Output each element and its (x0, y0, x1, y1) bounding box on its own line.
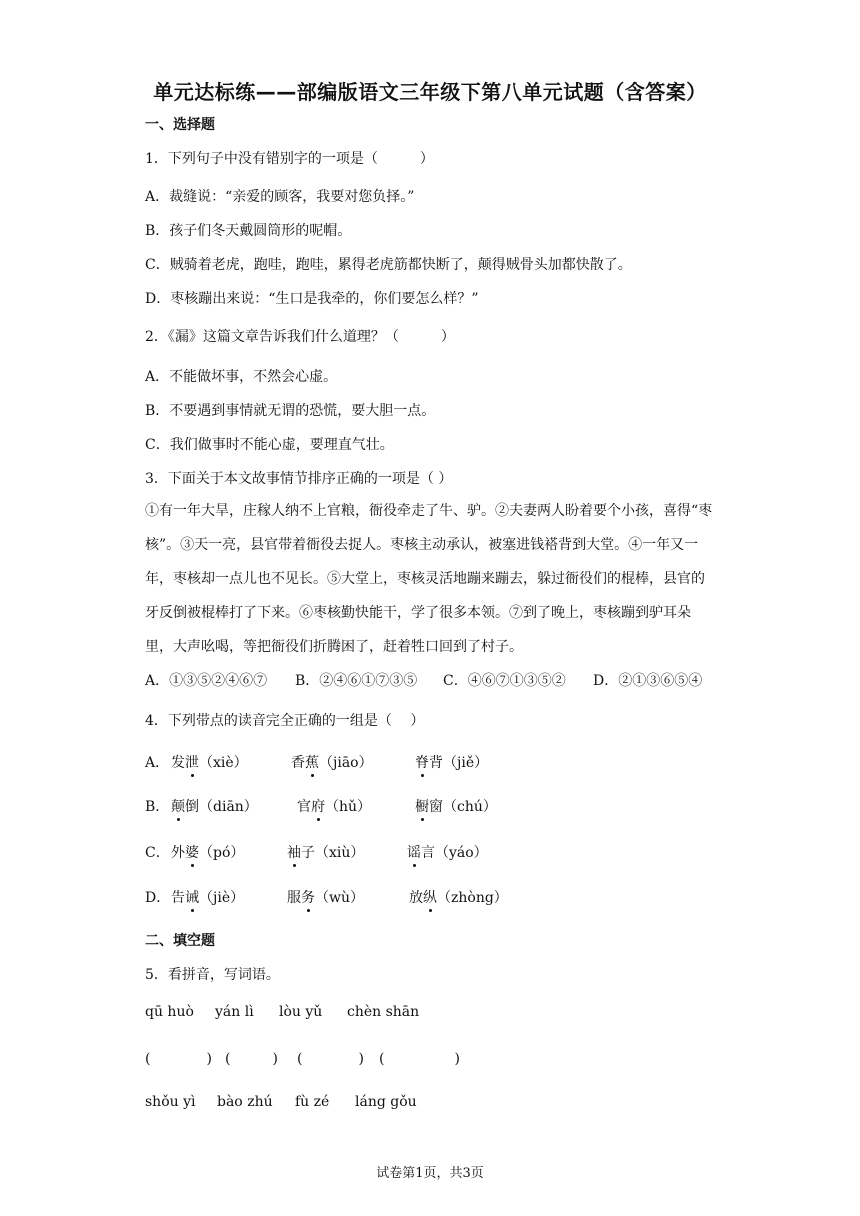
q4-pinyin: （chú） (443, 799, 497, 815)
section-heading-choice: 一、选择题 (145, 117, 215, 133)
q4-dotted-char: 诫 (185, 887, 199, 907)
q4-item-char: 告 (171, 890, 185, 906)
q4-item (171, 842, 244, 862)
q5-pinyin: qū huò (145, 1004, 194, 1020)
q5-pinyin: chèn shān (347, 1004, 420, 1020)
q4-pinyin: （xiù） (315, 845, 365, 861)
q2-option-b: B．不要遇到事情就无谓的恐慌，要大胆一点。 (145, 403, 436, 419)
q4-dotted-char: 婆 (185, 842, 199, 862)
q3-option-a: A．①③⑤②④⑥⑦ (145, 673, 268, 689)
q4-pinyin: （jiě） (443, 755, 489, 771)
q4-dotted-char: 府 (311, 796, 325, 816)
q4-item (409, 887, 508, 907)
q4-item-char: 服 (287, 890, 301, 906)
q4-item (287, 842, 364, 862)
q4-pinyin: （jiāo） (319, 755, 373, 771)
q4-pinyin: （jiè） (199, 890, 245, 906)
q2-option-a: A．不能做坏事，不然会心虚。 (145, 369, 338, 385)
q4-stem: 4．下列带点的读音完全正确的一组是（ ） (145, 713, 425, 729)
q3-option-b: B．②④⑥①⑦③⑤ (295, 673, 418, 689)
q4-pinyin: （zhòng） (437, 890, 508, 906)
q4-dotted-char: 颠 (171, 796, 185, 816)
q4-row-label: D． (145, 890, 171, 906)
q5-stem: 5．看拼音，写词语。 (145, 967, 280, 983)
q4-item (407, 842, 488, 862)
q5-pinyin: yán lì (215, 1004, 254, 1020)
q4-pinyin: （yáo） (435, 845, 488, 861)
q4-item-char: 发 (171, 755, 185, 771)
q5-answer-blank[interactable]: ( ) (145, 1051, 212, 1067)
q5-pinyin: lòu yǔ (279, 1004, 323, 1020)
q5-pinyin: fù zé (295, 1094, 330, 1110)
q4-item (287, 887, 364, 907)
q4-dotted-char: 蕉 (305, 752, 319, 772)
q4-item (297, 796, 371, 816)
q4-item-char: 倒 (185, 799, 199, 815)
q3-passage: ①有一年大旱，庄稼人纳不上官粮，衙役牵走了牛、驴。②夫妻两人盼着要个小孩，喜得“枣核”。③天一亮，县官带着衙役去捉人。枣核主动承认，被塞进钱褡背到大堂。④一年又一年，枣核却一点儿也不见长。⑤大堂上，枣核灵活地蹦来蹦去，躲过衙役们的棍棒，县官的牙反倒被棍棒打了下来。⑥枣核勤快能干，学了很多本领。⑦到了晚上，枣核蹦到驴耳朵里，大声吆喝，等把衙役们折腾困了，赶着牲口回到了村子。 (145, 503, 713, 655)
q4-dotted-char: 袖 (287, 842, 301, 862)
q1-option-b: B．孩子们冬天戴圆筒形的呢帽。 (145, 223, 352, 239)
q4-item (291, 752, 373, 772)
q4-item (415, 796, 497, 816)
q4-dotted-char: 脊 (415, 752, 429, 772)
page-footer: 试卷第1页，共3页 (376, 1166, 484, 1181)
q5-pinyin: bào zhú (217, 1094, 273, 1110)
q1-option-c: C．贼骑着老虎，跑哇，跑哇，累得老虎筋都快断了，颠得贼骨头加都快散了。 (145, 257, 632, 273)
q4-pinyin: （wù） (315, 890, 364, 906)
q4-row-label: A． (145, 755, 170, 771)
q4-item-char: 外 (171, 845, 185, 861)
q4-row-label: B． (145, 799, 170, 815)
q4-item (171, 887, 244, 907)
q4-dotted-char: 纵 (423, 887, 437, 907)
q4-item (415, 752, 488, 772)
q4-item-char: 子 (301, 845, 315, 861)
q1-option-a: A．裁缝说：“亲爱的顾客，我要对您负择。” (145, 189, 415, 205)
q4-item-char: 放 (409, 890, 423, 906)
q4-dotted-char: 谣 (407, 842, 421, 862)
q4-item (171, 752, 248, 772)
q4-pinyin: （hǔ） (325, 799, 372, 815)
q4-item (171, 796, 258, 816)
q5-pinyin: shǒu yì (145, 1094, 196, 1110)
page-title: 单元达标练——部编版语文三年级下第八单元试题（含答案） (153, 80, 707, 104)
q4-dotted-char: 橱 (415, 796, 429, 816)
q3-stem: 3．下面关于本文故事情节排序正确的一项是（ ） (145, 471, 453, 487)
q2-option-c: C．我们做事时不能心虚，要理直气壮。 (145, 437, 394, 453)
section-heading-fill: 二、填空题 (145, 933, 215, 949)
q1-stem: 1．下列句子中没有错别字的一项是（ ） (145, 151, 434, 167)
q3-option-d: D．②①③⑥⑤④ (593, 673, 703, 689)
q4-dotted-char: 泄 (185, 752, 199, 772)
q5-answer-blank[interactable]: ( ) (297, 1051, 364, 1067)
q4-pinyin: （diān） (199, 799, 258, 815)
q1-option-d: D．枣核蹦出来说：“生口是我牵的，你们要怎么样？” (145, 291, 479, 307)
q4-row-label: C． (145, 845, 170, 861)
q4-dotted-char: 务 (301, 887, 315, 907)
q2-stem: 2．《漏》这篇文章告诉我们什么道理？（ ） (145, 329, 455, 345)
q4-item-char: 香 (291, 755, 305, 771)
q5-answer-blank[interactable]: ( ) (379, 1051, 460, 1067)
q4-item-char: 窗 (429, 799, 443, 815)
q4-pinyin: （pó） (199, 845, 245, 861)
q4-pinyin: （xiè） (199, 755, 248, 771)
q5-pinyin: láng gǒu (355, 1094, 417, 1110)
q3-option-c: C．④⑥⑦①③⑤② (443, 673, 566, 689)
q4-item-char: 言 (421, 845, 435, 861)
q5-answer-blank[interactable]: ( ) (225, 1051, 278, 1067)
q4-item-char: 背 (429, 755, 443, 771)
q4-item-char: 官 (297, 799, 311, 815)
